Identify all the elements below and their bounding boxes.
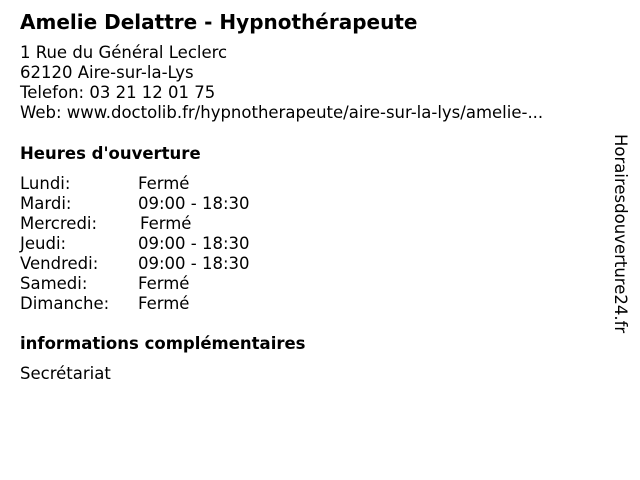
- watermark: [600, 134, 640, 374]
- hours-row-mercredi: [20, 214, 320, 234]
- website-link[interactable]: Web: www.doctolib.fr/hypnotherapeute/aire-sur-la-lys/amelie-...: [20, 103, 544, 122]
- day-label: Jeudi:: [20, 234, 67, 253]
- hours-value: 09:00 - 18:30: [138, 194, 250, 213]
- hours-row-lundi: [20, 174, 320, 194]
- city-address: 62120 Aire-sur-la-Lys: [20, 63, 194, 82]
- day-label: Mercredi:: [20, 214, 98, 233]
- address-block: [20, 43, 543, 123]
- day-label: Mardi:: [20, 194, 72, 213]
- day-label: Samedi:: [20, 274, 88, 293]
- page-title: Amelie Delattre - Hypnothérapeute: [20, 10, 418, 34]
- hours-row-vendredi: [20, 254, 320, 274]
- opening-hours-table: [20, 174, 320, 314]
- day-label: Lundi:: [20, 174, 71, 193]
- hours-value: Fermé: [138, 274, 190, 293]
- hours-value: Fermé: [138, 294, 190, 313]
- day-label: Dimanche:: [20, 294, 110, 313]
- hours-row-samedi: [20, 274, 320, 294]
- hours-row-dimanche: [20, 294, 320, 314]
- hours-value: 09:00 - 18:30: [138, 254, 250, 273]
- watermark-text: Horairesdouverture24.fr: [611, 134, 630, 334]
- street-address: 1 Rue du Général Leclerc: [20, 43, 228, 62]
- hours-value: Fermé: [140, 214, 192, 233]
- phone-number[interactable]: Telefon: 03 21 12 01 75: [20, 83, 216, 102]
- hours-row-jeudi: [20, 234, 320, 254]
- hours-value: 09:00 - 18:30: [138, 234, 250, 253]
- additional-info-heading: informations complémentaires: [20, 334, 306, 353]
- day-label: Vendredi:: [20, 254, 99, 273]
- additional-info-text: Secrétariat: [20, 364, 111, 383]
- hours-value: Fermé: [138, 174, 190, 193]
- hours-row-mardi: [20, 194, 320, 214]
- opening-hours-heading: Heures d'ouverture: [20, 144, 201, 163]
